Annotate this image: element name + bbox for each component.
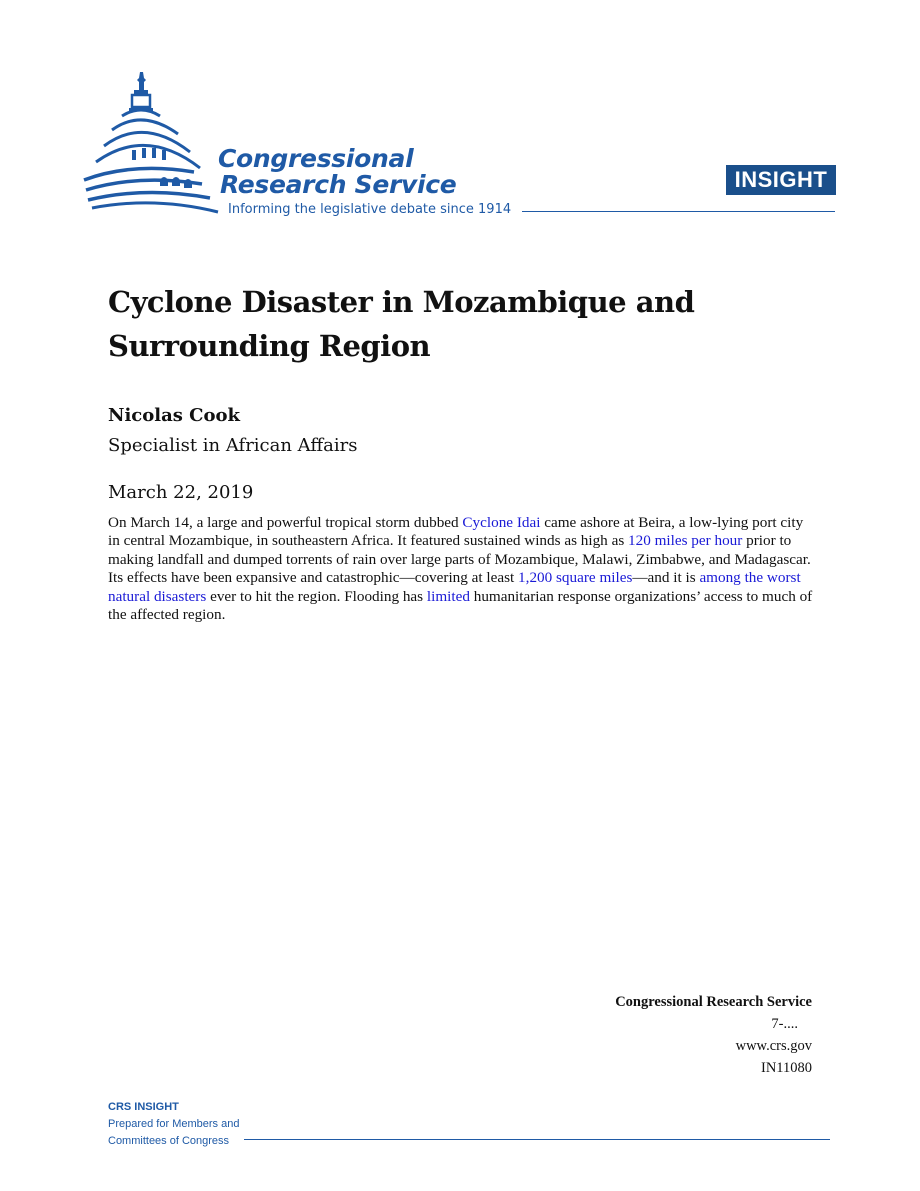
body-text-segment: prior to making landfall and dumped torrents of rain over large parts of Mozambique, Malawi, Zimbabwe, and Madagascar. Its effects have been expansive and catastrophic—covering at least (108, 532, 811, 587)
link-area-covered[interactable]: 1,200 square miles (518, 569, 633, 587)
footer-line1: Prepared for Members and (108, 1118, 240, 1130)
link-wind-speed[interactable]: 120 miles per hour (628, 532, 743, 550)
link-cyclone-idai[interactable]: Cyclone Idai (462, 514, 541, 531)
body-text-segment: came ashore at Beira, a low-lying port city in central Mozambique, in southeastern Africa. It featured sustained winds as high as (108, 514, 804, 550)
footer-label (108, 1099, 239, 1150)
footer-title: CRS INSIGHT (108, 1101, 179, 1113)
publication-date: March 22, 2019 (108, 482, 254, 503)
org-name-line2: Research Service (220, 170, 457, 199)
report-number: IN11080 (760, 1060, 812, 1076)
org-name (218, 146, 456, 198)
org-name-line1: Congressional (218, 144, 414, 173)
crs-name: Congressional Research Service (615, 994, 812, 1010)
crs-website: www.crs.gov (735, 1038, 812, 1054)
body-text-segment: ever to hit the region. Flooding has (206, 587, 427, 605)
crs-code: 7-.... (771, 1016, 798, 1032)
footer-divider (244, 1139, 830, 1140)
link-limited-access[interactable]: limited (426, 587, 470, 605)
document-title: Cyclone Disaster in Mozambique and Surrounding Region (108, 285, 695, 363)
org-tagline: Informing the legislative debate since 1914 (228, 202, 512, 217)
header-divider (522, 211, 835, 212)
body-text-segment: humanitarian response organizations’ access to much of the affected region. (108, 587, 813, 624)
body-text-segment: —and it is (632, 569, 700, 587)
link-worst-disasters[interactable]: among the worst natural disasters (108, 569, 801, 605)
capitol-dome-logo-icon (82, 68, 222, 216)
crs-info-block (615, 991, 812, 1079)
author-role: Specialist in African Affairs (108, 435, 358, 456)
insight-badge: INSIGHT (726, 165, 836, 195)
author-name: Nicolas Cook (108, 405, 240, 426)
body-paragraph (108, 514, 818, 624)
footer-line2: Committees of Congress (108, 1135, 230, 1147)
body-text-segment: On March 14, a large and powerful tropical storm dubbed (108, 514, 463, 531)
